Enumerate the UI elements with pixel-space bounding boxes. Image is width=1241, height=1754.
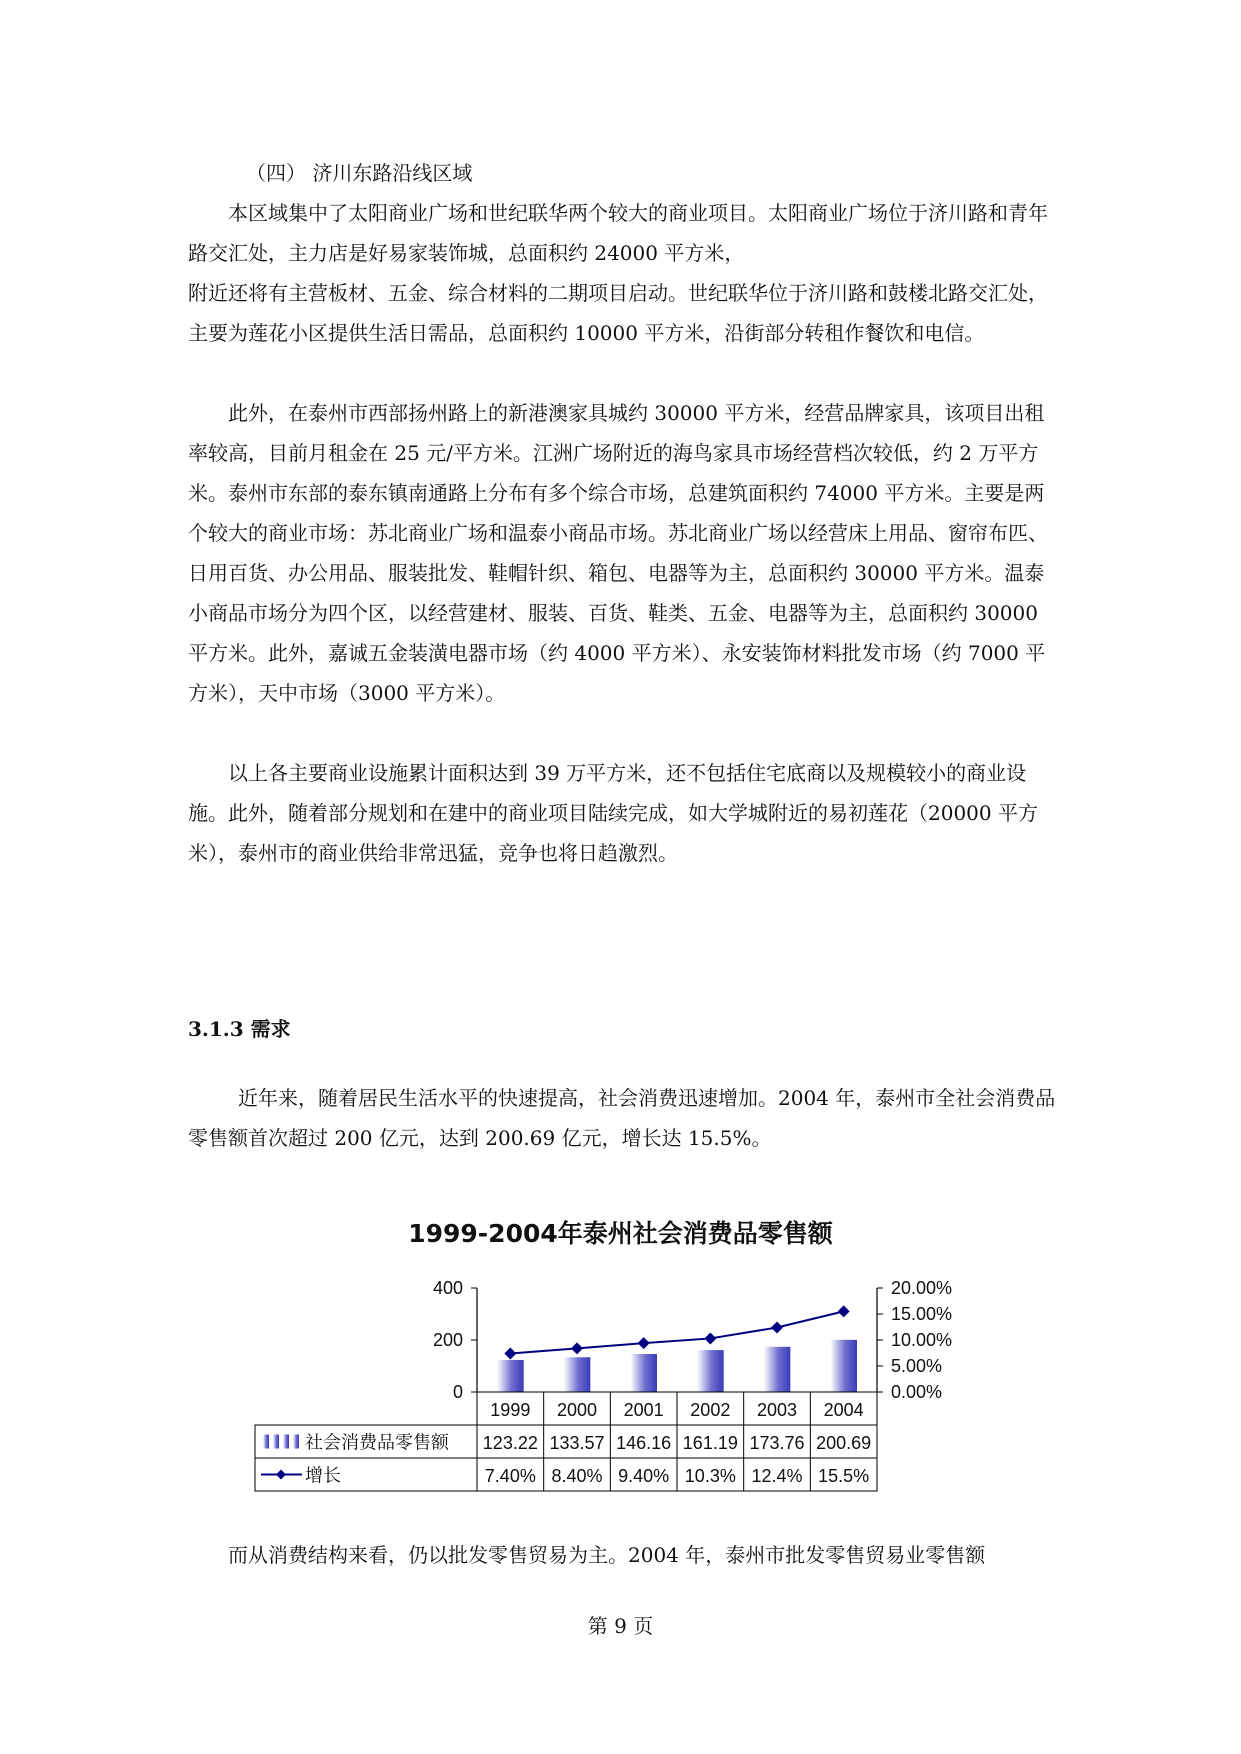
growth-line bbox=[510, 1311, 843, 1353]
bar-value-2004: 200.69 bbox=[816, 1433, 872, 1453]
left-axis-tick-label: 0 bbox=[452, 1382, 463, 1402]
growth-value-2000: 8.40% bbox=[551, 1466, 603, 1486]
bar-2000 bbox=[564, 1357, 591, 1392]
category-label-1999: 1999 bbox=[490, 1400, 531, 1420]
paragraph-total-supply: 以上各主要商业设施累计面积达到 39 万平方米，还不包括住宅底商以及规模较小的商业设施。此外，随着部分规划和在建中的商业项目陆续完成，如大学城附近的易初莲花（20000 平方米），泰州市的商业供给非常迅猛，竞争也将日趋激烈。 bbox=[188, 761, 1038, 865]
growth-point-2003 bbox=[771, 1322, 783, 1334]
growth-value-2001: 9.40% bbox=[618, 1466, 670, 1486]
right-axis-tick-label: 5.00% bbox=[891, 1356, 943, 1376]
growth-point-2002 bbox=[704, 1332, 716, 1344]
legend-line-marker bbox=[276, 1470, 286, 1480]
right-axis-tick-label: 10.00% bbox=[891, 1330, 953, 1350]
legend-bar-key bbox=[283, 1435, 289, 1449]
paragraph-consumption-structure: 而从消费结构来看，仍以批发零售贸易为主。2004 年，泰州市批发零售贸易业零售额 bbox=[228, 1543, 986, 1567]
table-header-row bbox=[477, 1392, 877, 1425]
left-axis-tick-label: 200 bbox=[432, 1330, 463, 1350]
category-label-2004: 2004 bbox=[823, 1400, 864, 1420]
category-label-2003: 2003 bbox=[756, 1400, 798, 1420]
legend-bar-label: 社会消费品零售额 bbox=[305, 1432, 449, 1453]
bar-2002 bbox=[697, 1350, 724, 1392]
right-axis-tick-label: 15.00% bbox=[891, 1304, 953, 1324]
bar-2001 bbox=[630, 1354, 657, 1392]
growth-value-2003: 12.4% bbox=[751, 1466, 803, 1486]
paragraph-demand: 近年来，随着居民生活水平的快速提高，社会消费迅速增加。2004 年，泰州市全社会消费品零售额首次超过 200 亿元，达到 200.69 亿元，增长达 15.5%。 bbox=[188, 1086, 1056, 1150]
legend-line-label: 增长 bbox=[305, 1465, 341, 1486]
bar-1999 bbox=[497, 1360, 524, 1392]
category-label-2000: 2000 bbox=[556, 1400, 598, 1420]
right-axis-tick-label: 20.00% bbox=[891, 1278, 953, 1298]
growth-point-2000 bbox=[571, 1342, 583, 1354]
page-footer: 第 9 页 bbox=[587, 1614, 654, 1638]
category-label-2001: 2001 bbox=[623, 1400, 664, 1420]
growth-point-2001 bbox=[638, 1337, 650, 1349]
legend-bar-key bbox=[263, 1435, 269, 1449]
bar-2004 bbox=[830, 1340, 857, 1392]
bar-value-2001: 146.16 bbox=[616, 1433, 672, 1453]
subheading: （四） 济川东路沿线区域 bbox=[246, 161, 473, 185]
bar-value-1999: 123.22 bbox=[482, 1433, 538, 1453]
paragraph-century-lianhua: 附近还将有主营板材、五金、综合材料的二期项目启动。世纪联华位于济川路和鼓楼北路交汇处，主要为莲花小区提供生活日需品，总面积约 10000 平方米，沿街部分转租作餐饮和电信。 bbox=[188, 281, 1048, 345]
section-heading: 3.1.3 需求 bbox=[188, 1017, 291, 1041]
category-label-2002: 2002 bbox=[690, 1400, 731, 1420]
growth-value-1999: 7.40% bbox=[484, 1466, 536, 1486]
paragraph-other-markets: 此外，在泰州市西部扬州路上的新港澳家具城约 30000 平方米，经营品牌家具，该项目出租率较高，目前月租金在 25 元/平方米。江洲广场附近的海鸟家具市场经营档次较低，约 2 万平方米。泰州市东部的泰东镇南通路上分布有多个综合市场，总建筑面积约 74000 平方米。主要是两个较大的商业市场：苏北商业广场和温泰小商品市场。苏北商业广场以经营床上用品、窗帘布匹、日用百货、办公用品、服装批发、鞋帽针织、箱包、电器等为主，总面积约 30000 平方米。温泰小商品市场分为四个区，以经营建材、服装、百货、鞋类、五金、电器等为主，总面积约 30000 平方米。此外，嘉诚五金装潢电器市场（约 4000 平方米）、永安装饰材料批发市场（约 7000 平方米），天中市场（3000 平方米）。 bbox=[188, 401, 1048, 705]
bar-value-2003: 173.76 bbox=[749, 1433, 805, 1453]
legend-bar-key bbox=[293, 1435, 299, 1449]
growth-value-2002: 10.3% bbox=[684, 1466, 736, 1486]
growth-value-2004: 15.5% bbox=[818, 1466, 870, 1486]
right-axis-tick-label: 0.00% bbox=[891, 1382, 943, 1402]
bar-value-2002: 161.19 bbox=[682, 1433, 738, 1453]
bar-2003 bbox=[764, 1347, 791, 1392]
bar-value-2000: 133.57 bbox=[549, 1433, 605, 1453]
paragraph-sun-plaza: 本区域集中了太阳商业广场和世纪联华两个较大的商业项目。太阳商业广场位于济川路和青年路交汇处，主力店是好易家装饰城，总面积约 24000 平方米， bbox=[188, 201, 1048, 265]
legend-bar-key bbox=[273, 1435, 279, 1449]
left-axis-tick-label: 400 bbox=[432, 1278, 463, 1298]
growth-point-1999 bbox=[504, 1348, 516, 1360]
chart-title: 1999-2004年泰州社会消费品零售额 bbox=[408, 1219, 833, 1248]
growth-point-2004 bbox=[838, 1305, 850, 1317]
table-body bbox=[255, 1425, 877, 1491]
